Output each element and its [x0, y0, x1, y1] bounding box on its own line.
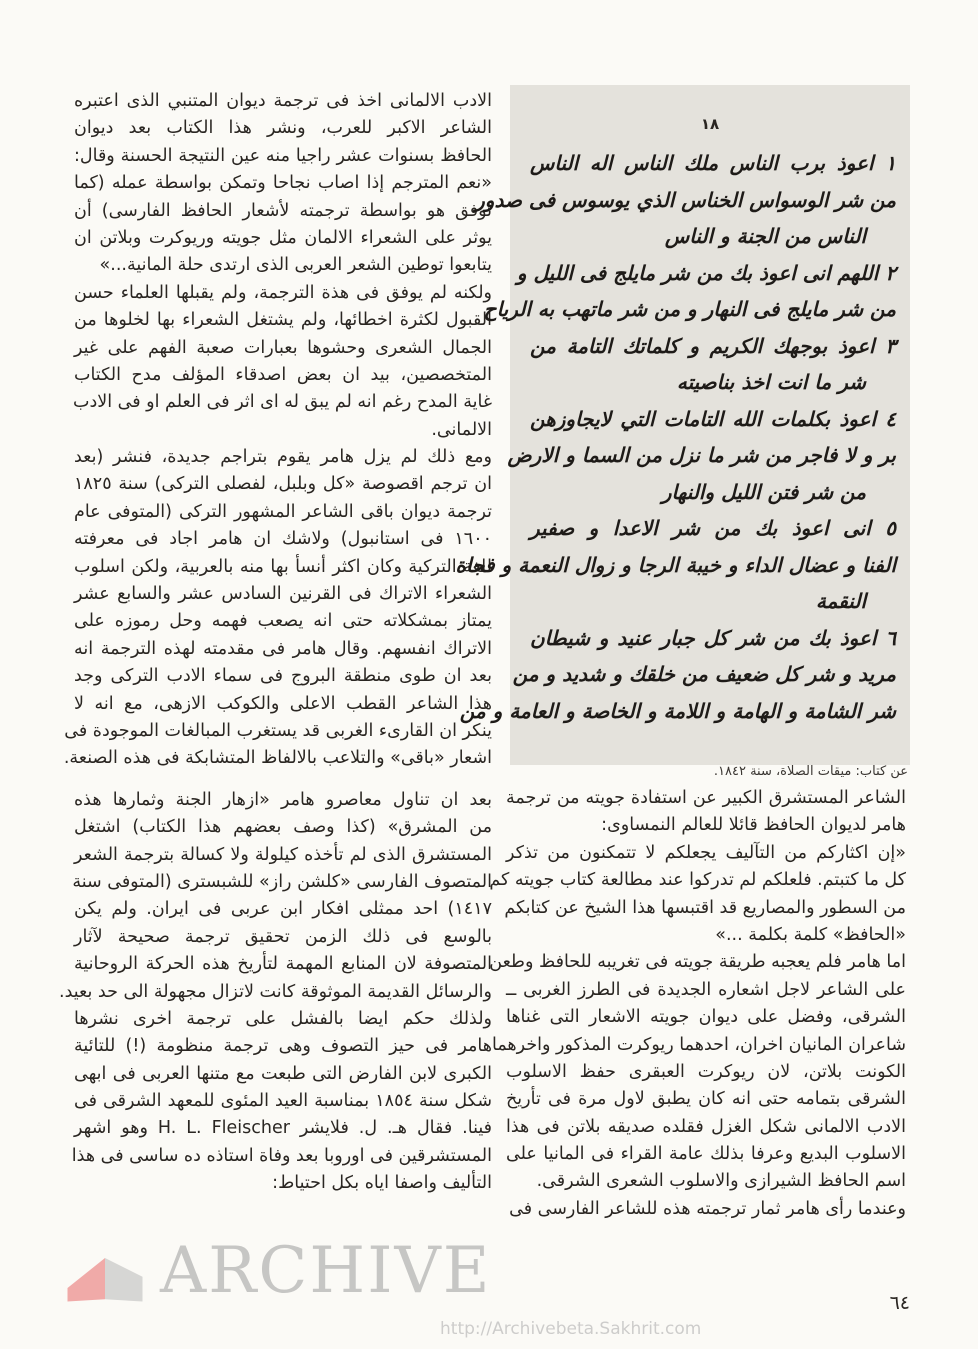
text-line: المتخصصين، بيد ان بعض اصدقاء المؤلف مدح الكتاب [74, 364, 492, 385]
manuscript-line: مريد و شر كل ضعيف من خلقك و شديد و من [512, 662, 896, 686]
text-line: غاية المدح رغم انه لم يبق له اى اثر فى العلم او فى الادب [72, 392, 492, 413]
paragraph [63, 444, 492, 773]
text-line: المتصوف الفارسى «كلشن راز» للشبسترى (المتوفى سنة [72, 871, 492, 892]
manuscript-line: ٦ اعوذ بك من شر كل جبار عنيد و شيطان [530, 625, 896, 650]
text-line: هامر لديوان الحافظ قائلا للعالم النمساوى: [601, 815, 906, 836]
text-line: القبول لكثرة اخطائها، ولم يشتغل الشعراء بها لخلوها من [74, 310, 492, 331]
manuscript-line: من شر الوسواس الخناس الذي يوسوس فى صدور [475, 187, 896, 212]
text-line: الشرقى بتمامه حتى انه كان يطبق لاول مرة فى تأريخ [506, 1089, 906, 1110]
text-line: ١٤١٧) احد ممثلى افكار ابن عربى فى ايران. ولم يكن [74, 899, 492, 920]
manuscript-line: النقمة [815, 589, 866, 613]
text-line: هذا الشاعر القطب الاعلى والكوكب الازهى، مع انه لا [74, 693, 492, 714]
text-line: المستشرقين فى اوروبا بعد وفاة استاذه ده ساسى فى هذا [71, 1145, 492, 1166]
paragraph [506, 1196, 906, 1223]
text-line: الكبرى لابن الفارض التى طبعت مع متنها العربى فى ابهى [74, 1063, 492, 1084]
paragraph [74, 280, 492, 444]
text-line: يمتاز بمشكلاته حتى انه يصعب فهمه وحل رموزه على [74, 611, 492, 632]
page-number: ٦٤ [889, 1292, 910, 1314]
text-line: الشرقى، وفضل على ديوان جويته الاشعار التى غناها [506, 1007, 906, 1028]
text-line: هامر فى حيز التصوف وهى ترجمة منظومة (!) للتائية [74, 1036, 492, 1057]
text-line: يتابعوا توطين الشعر العربى الذى ارتدى حلة المانية...» [99, 255, 492, 276]
text-line: اما هامر فلم يعجبه طريقة جويته فى تغريبه للحافظ وطعن [489, 952, 906, 973]
text-line: «إن اكثاركم من التآليف يجعلكم لا تتمكنون من تذكر [506, 842, 906, 863]
text-line: ينكر ان القارىء الغربى قد يستغرب المبالغات الموجودة فى [64, 720, 492, 741]
text-line: الاتراك انفسهم. وقال هامر فى مقدمته لهذه الترجمة انه [74, 638, 492, 659]
text-line: توفق هو بواسطة ترجمته لأشعار الحافظ الفارسى) أن [74, 200, 492, 221]
text-line: الشعراء الاتراك فى القرنين السادس عشر والسابع عشر [74, 584, 492, 605]
manuscript-line: من شر مايلج فى النهار و من شر ماتهب به الرياح [483, 297, 896, 321]
watermark-url: http://Archivebeta.Sakhrit.com [440, 1319, 702, 1339]
text-line: «الحافظ» كلمة بكلمة ...» [715, 924, 906, 945]
paragraph [489, 949, 906, 1196]
archive-watermark [60, 1234, 840, 1346]
text-line: بعد ان طوى منطقة البروج فى سماء الادب التركى وجد [74, 666, 492, 687]
text-line: الجمال الشعرى وحشوها بعبارات صعبة الفهم على غير [74, 337, 492, 358]
text-line: الادب الالمانى اخذ فى ترجمة ديوان المتنبي الذى اعتبره [74, 91, 492, 111]
text-line: ترجمة ديوان باقى الشاعر المشهور التركى (المتوفى عام [74, 501, 492, 522]
watermark-word: ARCHIVE [160, 1234, 492, 1308]
book-logo-icon [60, 1242, 150, 1304]
text-line: ولكنه لم يوفق فى هذة الترجمة، ولم يقبلها العلماء حسن [74, 282, 492, 303]
text-line: ١٦٠٠ فى استانبول) ولاشك ان هامر اجاد فى معرفته [74, 529, 492, 550]
figure-caption: عن كتاب: ميقات الصلاة، سنة ١٨٤٢. [713, 764, 908, 779]
manuscript-line: بر و لا فاجر من شر ما نزل من السما و الارض [507, 443, 896, 467]
text-line: والرسائل القديمة الموثوقة كانت لاتزال مجهولة الى حد بعيد. [59, 981, 492, 1002]
manuscript-line: الناس من الجنة و الناس [664, 224, 866, 248]
text-line: ان ترجم اقصوصة «كل وبلبل، لفصلى التركى) سنة ١٨٢٥ [74, 474, 492, 495]
text-line: للغة التركية وكان اكثر أنسأ بها منه بالعربية، ولكن اسلوب [74, 556, 492, 577]
manuscript-line: الفنا و عضال الداء و خيبة الرجا و زوال النعمة و فجاة [455, 552, 896, 577]
text-line: المتصوفة لان المنابع المهمة لتأريخ هذه الحركة الروحانية [74, 954, 492, 975]
text-line: الحافظ بسنوات عشر راجيا منه عين النتيجة الحسنة وقال: [74, 145, 492, 166]
text-line: من السطور والمصاريع قد اقتبسها هذا الشيخ عن كتابكم [504, 897, 906, 918]
text-line: ومع ذلك لم يزل هامر يقوم بتراجم جديدة، فنشر (بعد [74, 447, 492, 468]
paragraph [506, 785, 906, 840]
left-column [59, 88, 492, 1198]
text-line: المستشرق الذى لم تأخذه كيلولة ولا كسالة بترجمة الشعر [74, 844, 492, 865]
text-line: بالوسع فى ذلك الزمن تحقيق ترجمة صحيحة لآثار [74, 926, 492, 947]
text-line: الاسلوب البديع وعرفا بذلك عامة القراء فى المانيا على [506, 1144, 906, 1165]
text-line: الشاعر الاكبر للعرب، ونشر هذا الكتاب بعد ديوان [74, 118, 492, 139]
text-line: فينا. فقال هـ. ل. فلايشر H. L. Fleischer وهو اشهر [74, 1118, 492, 1139]
manuscript-line: من شر فتن الليل والنهار [661, 479, 866, 504]
text-line: على الشاعر لاجل اشعاره الجديدة فى الطرز الغربى ــ [506, 979, 906, 1000]
text-line: وعندما رأى هامر ثمار ترجمته هذه للشاعر الفارسى فى [509, 1198, 906, 1219]
text-line: الشاعر المستشرق الكبير عن استفادة جويته من ترجمة [506, 788, 906, 808]
text-line: الادب الالمانى شكل الغزل فقلده صديقه بلاتن فى هذا [506, 1116, 906, 1137]
text-line: ولذلك حكم ايضا بالفشل على ترجمة اخرى نشرها [74, 1008, 492, 1029]
manuscript-line: ٤ اعوذ بكلمات الله التامات التي لايجاوزهن [530, 406, 896, 431]
text-line: اسم الحافظ الشيرازى والاسلوب الشعرى الشرقى. [536, 1171, 906, 1192]
text-line: من المشرق» (كذا وصف بعضهم هذا الكتاب) اشتغل [74, 817, 492, 838]
text-line: اشعار «باقى» والتلاعب بالالفاظ المتشابكة فى هذه الصنعة. [63, 748, 492, 769]
manuscript-line: ٣ اعوذ بوجهك الكريم و كلماتك التامة من [530, 333, 896, 358]
text-line: يوثر على الشعراء الالمان مثل جويته وريوكرت وبلاتن ان [74, 227, 492, 248]
manuscript-line: شر ما انت اخذ بناصيته [676, 370, 866, 394]
text-line: شكل سنة ١٨٥٤ بمناسبة العيد المئوى للمعهد الشرقى فى [74, 1091, 492, 1112]
manuscript-line: شر الشامة و الهامة و اللامة و الخاصة و العامة و من [459, 698, 896, 723]
text-line: بعد ان تناول معاصرو هامر «ازهار الجنة وثمارها هذه [74, 789, 492, 810]
text-line: التأليف واصفا اياه بكل احتياط: [272, 1173, 492, 1194]
text-line: الالمانى. [431, 419, 492, 440]
text-line: شاعران المانيان اخران، احدهما ريوكرت المذكور واخرهما [491, 1034, 906, 1055]
manuscript-line: ٢ اللهم انى اعوذ بك من شر مايلج فى الليل و [516, 260, 896, 285]
text-line: كل ما كتبتم. فلعلكم لم تدركوا عند مطالعة كتاب جويته كم [489, 870, 906, 891]
text-line: الكونت بلاتن، لان ريوكرت العبقرى حفظ الاسلوب [506, 1061, 906, 1082]
paragraph [74, 88, 492, 280]
paragraph [489, 840, 906, 950]
right-column [489, 785, 906, 1223]
manuscript-line: ١ اعوذ برب الناس ملك الناس اله الناس [530, 151, 896, 175]
manuscript-line: ٥ انى اعوذ بك من شر الاعدا و صفير [530, 516, 896, 540]
figure-page-number: ١٨ [700, 115, 720, 133]
text-line: «نعم المترجم إذا اصاب نجاحا وتمكن بواسطة عمله (كما [74, 173, 492, 194]
paragraph [59, 787, 492, 1198]
